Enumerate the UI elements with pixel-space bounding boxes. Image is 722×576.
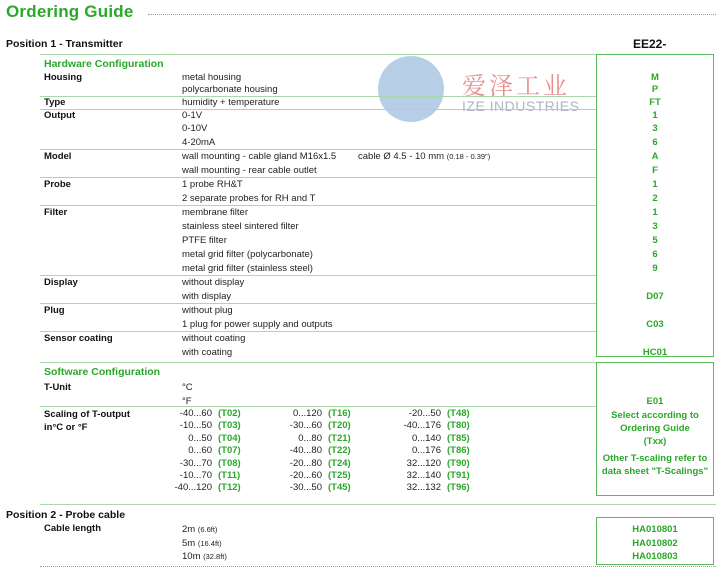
note-line: (Txx)	[643, 436, 667, 447]
display-label: Display	[44, 277, 78, 288]
option: with coating	[182, 347, 233, 358]
divider	[40, 406, 596, 407]
option: without coating	[182, 333, 246, 344]
type-label: Type	[44, 97, 66, 108]
option: without plug	[182, 305, 233, 316]
software-heading: Software Configuration	[44, 366, 161, 378]
cable-length-ft: (32.8ft)	[203, 552, 227, 561]
divider	[40, 149, 596, 150]
scaling-code: (T02)	[218, 408, 241, 419]
code: M	[651, 72, 659, 83]
watermark-cn: 爱泽工业	[462, 73, 570, 100]
code: 3	[652, 221, 658, 232]
scaling-range: -40...80	[289, 445, 322, 457]
scaling-note-2	[596, 452, 714, 478]
cable-option	[182, 538, 222, 549]
probe-label: Probe	[44, 179, 71, 190]
divider	[40, 504, 716, 505]
code: 1	[652, 179, 658, 190]
note-line: data sheet "T-Scalings"	[601, 466, 709, 477]
option: without display	[182, 277, 245, 288]
scaling-code: (T25)	[328, 470, 351, 481]
model-label: Model	[44, 151, 72, 162]
cable-option	[182, 551, 227, 562]
scaling-code: (T21)	[328, 432, 351, 444]
code: 1	[652, 110, 658, 121]
code: HC01	[642, 347, 668, 358]
code: A	[651, 151, 659, 162]
option: polycarbonate housing	[182, 84, 278, 95]
hardware-heading: Hardware Configuration	[44, 58, 164, 70]
code: 1	[652, 207, 658, 218]
scaling-code: (T16)	[328, 408, 351, 419]
scaling-range: -40...60	[179, 408, 212, 419]
divider	[40, 96, 596, 97]
cable-diameter-text: cable Ø 4.5 - 10 mm	[358, 151, 445, 162]
divider	[40, 331, 596, 332]
scaling-range: -20...80	[289, 457, 322, 469]
code: C03	[646, 319, 664, 330]
code: 5	[652, 235, 658, 246]
scaling-range: 0...60	[188, 445, 212, 457]
scaling-range: -20...60	[289, 470, 322, 481]
scaling-code: (T85)	[447, 432, 470, 444]
code: E01	[646, 396, 664, 407]
scaling-label: Scaling of T-output	[44, 409, 131, 420]
option: 2 separate probes for RH and T	[182, 193, 316, 204]
option: membrane filter	[182, 207, 248, 218]
title-divider	[148, 14, 716, 15]
scaling-code: (T45)	[328, 482, 351, 494]
scaling-code: (T04)	[218, 432, 241, 444]
position1-label: Position 1 - Transmitter	[6, 38, 123, 50]
scaling-code: (T24)	[328, 457, 351, 469]
option: with display	[182, 291, 232, 302]
output-label: Output	[44, 110, 76, 121]
option: 4-20mA	[182, 137, 216, 148]
option: stainless steel sintered filter	[182, 221, 299, 232]
scaling-code: (T22)	[328, 445, 351, 457]
divider	[40, 362, 596, 363]
position2-label: Position 2 - Probe cable	[6, 509, 126, 521]
option: °C	[182, 382, 193, 393]
option: metal grid filter (polycarbonate)	[182, 249, 313, 260]
cable-diameter	[358, 151, 490, 162]
scaling-range: 0...80	[298, 432, 322, 444]
code: HA010801	[632, 524, 678, 535]
cable-option	[182, 524, 217, 535]
scaling-range: 0...140	[411, 432, 441, 444]
code: 2	[652, 193, 658, 204]
scaling-code: (T08)	[218, 457, 241, 469]
scaling-range: -20...50	[408, 408, 441, 419]
scaling-code: (T12)	[218, 482, 241, 494]
scaling-code: (T80)	[447, 420, 470, 432]
option: °F	[182, 396, 192, 407]
scaling-code: (T86)	[447, 445, 470, 457]
page-title: Ordering Guide	[6, 2, 134, 21]
scaling-range: -30...60	[289, 420, 322, 432]
option: metal housing	[182, 72, 242, 83]
option: 0-1V	[182, 110, 203, 121]
option: wall mounting - cable gland M16x1.5	[182, 151, 337, 162]
scaling-range: -30...70	[179, 457, 212, 469]
option: 0-10V	[182, 123, 208, 134]
code: F	[652, 165, 658, 176]
cable-length-ft: (16.4ft)	[197, 539, 222, 548]
watermark-logo-icon	[378, 56, 444, 122]
scaling-range: -40...120	[174, 482, 212, 494]
scaling-range: 0...120	[292, 408, 322, 419]
filter-label: Filter	[44, 207, 68, 218]
option: 1 probe RH&T	[182, 179, 243, 190]
code: FT	[649, 97, 661, 108]
scaling-code: (T11)	[218, 470, 241, 481]
code: HA010802	[632, 538, 678, 549]
option: 1 plug for power supply and outputs	[182, 319, 333, 330]
code: P	[651, 84, 659, 95]
scaling-range: -10...70	[179, 470, 212, 481]
cable-diameter-inch: (0.18 - 0.39")	[446, 152, 491, 161]
scaling-code: (T91)	[447, 470, 470, 481]
scaling-range: 32...140	[406, 470, 441, 481]
divider	[40, 275, 596, 276]
scaling-range: 0...176	[411, 445, 441, 457]
scaling-code: (T96)	[447, 482, 470, 494]
note-line: Ordering Guide	[620, 423, 690, 434]
option: wall mounting - rear cable outlet	[182, 165, 317, 176]
scaling-note-1	[596, 409, 714, 448]
cable-length: 10m	[182, 551, 201, 562]
option: PTFE filter	[182, 235, 227, 246]
cable-length-ft: (6.6ft)	[197, 525, 218, 534]
code: 3	[652, 123, 658, 134]
scaling-code: (T48)	[447, 408, 470, 419]
scaling-code: (T90)	[447, 457, 470, 469]
divider	[40, 303, 596, 304]
code: HA010803	[632, 551, 678, 562]
scaling-range: 0...50	[188, 432, 212, 444]
scaling-code: (T20)	[328, 420, 351, 432]
cable-length: 5m	[182, 538, 196, 549]
scaling-range: 32...120	[406, 457, 441, 469]
divider	[40, 109, 596, 110]
divider	[40, 177, 596, 178]
option: metal grid filter (stainless steel)	[182, 263, 313, 274]
divider	[40, 205, 596, 206]
divider	[40, 54, 596, 55]
watermark-en: IZE INDUSTRIES	[462, 98, 580, 114]
housing-label: Housing	[44, 72, 82, 83]
scaling-sublabel: in°C or °F	[44, 422, 88, 433]
tunit-label: T-Unit	[44, 382, 71, 393]
scaling-range: -40...176	[403, 420, 441, 432]
note-line: Other T-scaling refer to	[602, 453, 708, 464]
option: humidity + temperature	[182, 97, 280, 108]
code: 9	[652, 263, 658, 274]
scaling-range: 32...132	[406, 482, 441, 494]
plug-label: Plug	[44, 305, 65, 316]
scaling-code: (T07)	[218, 445, 241, 457]
coating-label: Sensor coating	[44, 333, 113, 344]
cable-length-label: Cable length	[44, 523, 102, 534]
code: 6	[652, 249, 658, 260]
code: D07	[646, 291, 664, 302]
model-prefix: EE22-	[633, 37, 667, 51]
scaling-range: -10...50	[179, 420, 212, 432]
note-line: Select according to	[611, 410, 699, 421]
cable-length: 2m	[182, 524, 196, 535]
scaling-code: (T03)	[218, 420, 241, 432]
code: 6	[652, 137, 658, 148]
bottom-divider	[40, 566, 716, 567]
scaling-range: -30...50	[289, 482, 322, 494]
